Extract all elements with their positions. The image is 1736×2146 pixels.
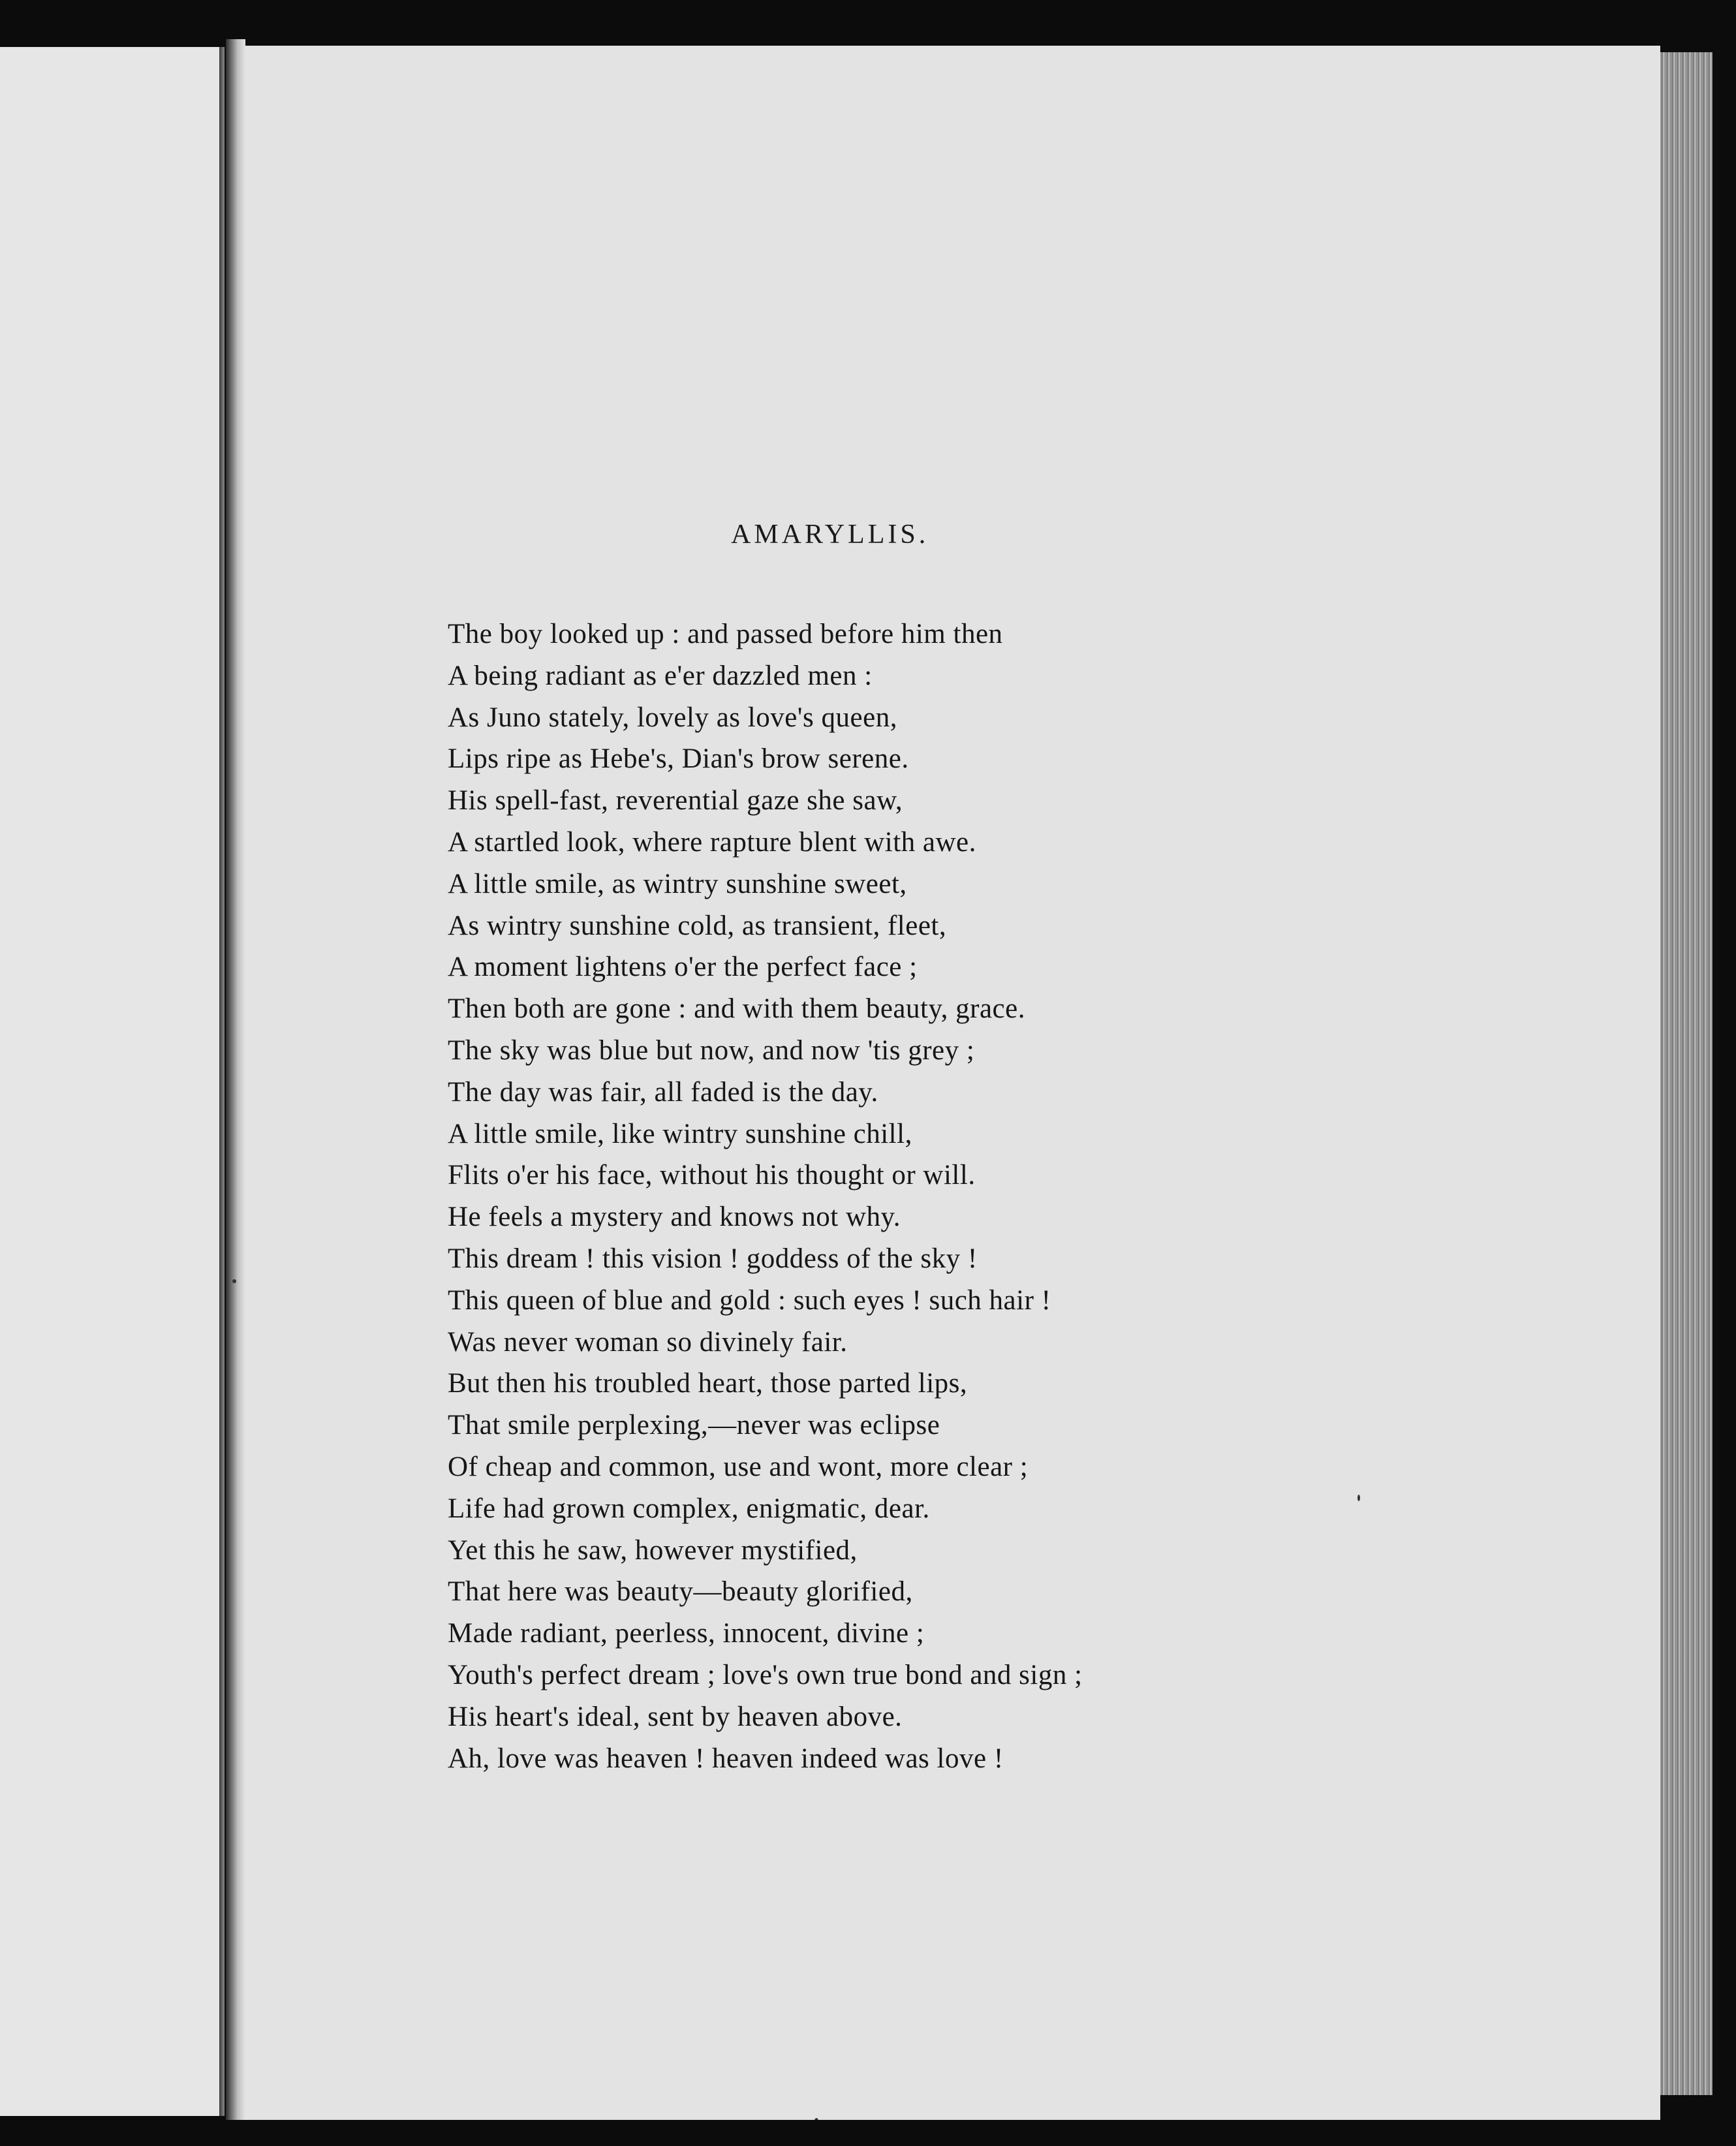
poem-line: As Juno stately, lovely as love's queen, — [448, 702, 897, 733]
poem-line: The day was fair, all faded is the day. — [448, 1076, 878, 1108]
poem-line: Then both are gone : and with them beauty, grace. — [448, 993, 1025, 1025]
poem-line: His spell-fast, reverential gaze she saw, — [448, 785, 903, 816]
poem-line: Lips ripe as Hebe's, Dian's brow serene. — [448, 743, 909, 775]
poem-line: But then his troubled heart, those parted lips, — [448, 1368, 968, 1399]
poem-line: A little smile, as wintry sunshine sweet, — [448, 868, 907, 899]
poem-line: A little smile, like wintry sunshine chill, — [448, 1118, 912, 1149]
poem-line: Of cheap and common, use and wont, more clear ; — [448, 1451, 1029, 1482]
poem-line: A being radiant as e'er dazzled men : — [448, 660, 873, 691]
poem-line: That here was beauty—beauty glorified, — [448, 1576, 913, 1608]
poem-line: A startled look, where rapture blent with awe. — [448, 826, 976, 858]
poem-body — [448, 614, 1688, 1779]
poem-line: A moment lightens o'er the perfect face ; — [448, 952, 918, 983]
page-edge-shadow — [1713, 39, 1736, 2146]
margin-speck — [232, 1279, 236, 1283]
poem-line: He feels a mystery and knows not why. — [448, 1202, 901, 1233]
poem-line: The boy looked up : and passed before him then — [448, 619, 1003, 649]
poem-line: Made radiant, peerless, innocent, divine ; — [448, 1618, 925, 1649]
book-gutter — [226, 39, 245, 2128]
poem-line: Life had grown complex, enigmatic, dear. — [448, 1493, 930, 1524]
poem-line: That smile perplexing,—never was eclipse — [448, 1410, 940, 1441]
left-page-edge — [0, 47, 225, 2116]
poem-line: Flits o'er his face, without his thought or will. — [448, 1160, 976, 1191]
poem-line: His heart's ideal, sent by heaven above. — [448, 1701, 903, 1732]
scan-bottom-border — [0, 2120, 1736, 2146]
poem-line: The sky was blue but now, and now 'tis grey ; — [448, 1034, 975, 1066]
poem-line: As wintry sunshine cold, as transient, fleet, — [448, 910, 947, 941]
poem-title: AMARYLLIS. — [731, 520, 929, 550]
poem-line: Was never woman so divinely fair. — [448, 1326, 848, 1358]
poem-line: Youth's perfect dream ; love's own true bond and sign ; — [448, 1659, 1083, 1690]
poem-line: Ah, love was heaven ! heaven indeed was love ! — [448, 1743, 1004, 1774]
poem-line: This dream ! this vision ! goddess of the sky ! — [448, 1243, 978, 1274]
poem-line: Yet this he saw, however mystified, — [448, 1534, 858, 1566]
poem-line: This queen of blue and gold : such eyes ! such hair ! — [448, 1284, 1051, 1316]
